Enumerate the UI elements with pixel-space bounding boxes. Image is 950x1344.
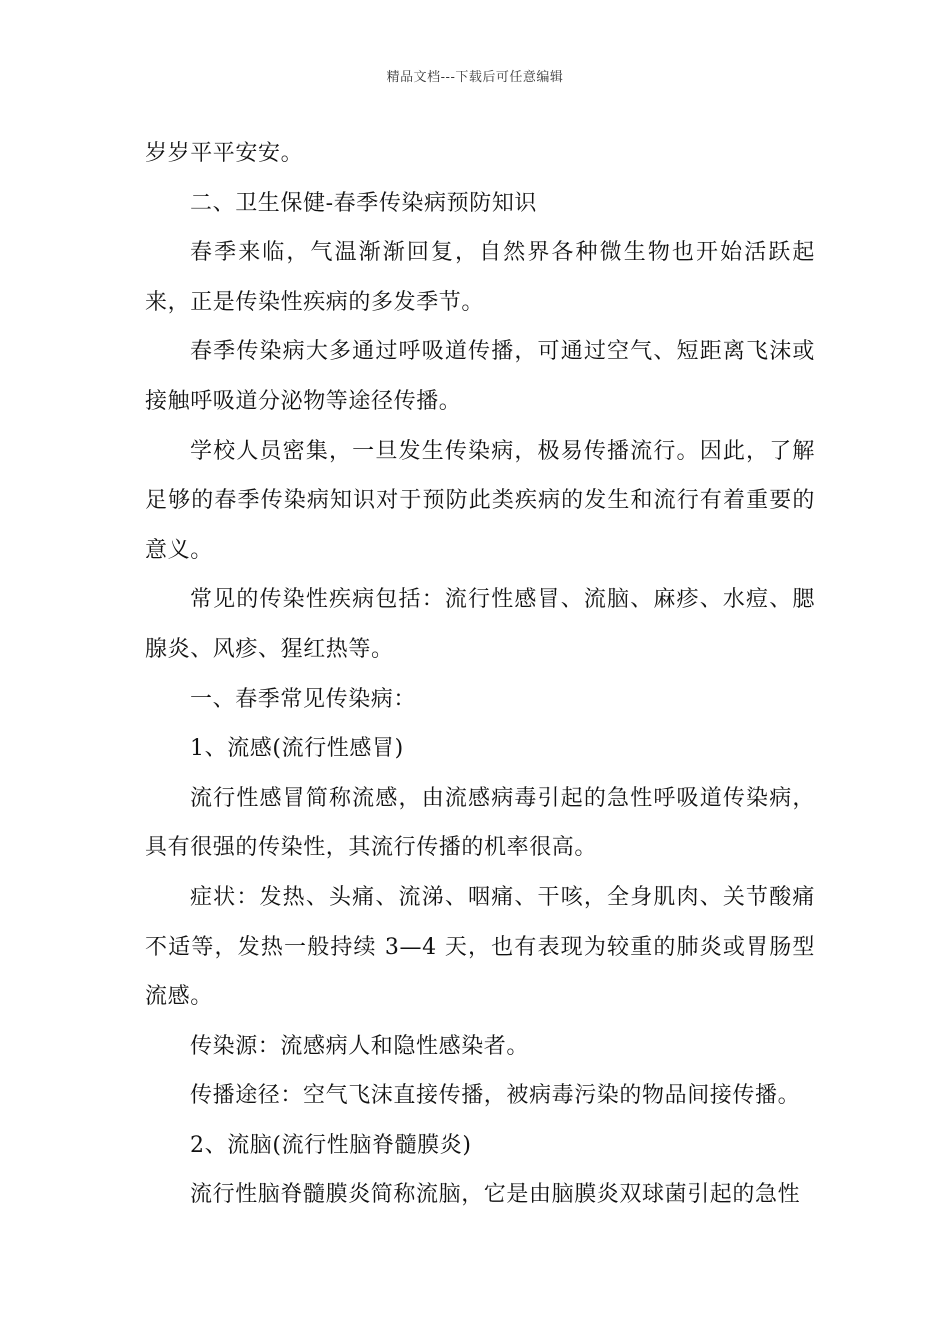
subheading-common-diseases: 一、春季常见传染病： bbox=[190, 686, 417, 712]
paragraph-meningitis-intro: 流行性脑脊髓膜炎简称流脑，它是由脑膜炎双球菌引起的急性 bbox=[190, 1182, 801, 1208]
paragraph-transmission: 春季传染病大多通过呼吸道传播，可通过空气、短距离飞沫或接触呼吸道分泌物等途径传播。 bbox=[145, 339, 815, 414]
paragraph-flu-source: 传染源：流感病人和隐性感染者。 bbox=[190, 1033, 530, 1059]
paragraph-flu-route: 传播途径：空气飞沫直接传播，被病毒污染的物品间接传播。 bbox=[190, 1083, 801, 1109]
paragraph-school: 学校人员密集，一旦发生传染病，极易传播流行。因此，了解足够的春季传染病知识对于预防此类疾病的发生和流行有着重要的意义。 bbox=[145, 438, 815, 563]
paragraph-flu-intro: 流行性感冒简称流感，由流感病毒引起的急性呼吸道传染病，具有很强的传染性，其流行传播的机率很高。 bbox=[145, 785, 815, 861]
paragraph-flu-symptoms: 症状：发热、头痛、流涕、咽痛、干咳，全身肌肉、关节酸痛不适等，发热一般持续 3—4 天，也有表现为较重的肺炎或胃肠型流感。 bbox=[145, 884, 815, 1010]
subheading-flu: 1、流感(流行性感冒) bbox=[190, 736, 404, 762]
paragraph-spring-arrival: 春季来临，气温渐渐回复，自然界各种微生物也开始活跃起来，正是传染性疾病的多发季节。 bbox=[145, 240, 815, 315]
paragraph-1: 岁岁平平安安。 bbox=[145, 141, 304, 166]
page-header: 精品文档---下载后可任意编辑 bbox=[386, 70, 564, 85]
subheading-meningitis: 2、流脑(流行性脑脊髓膜炎) bbox=[190, 1132, 472, 1158]
paragraph-common-diseases: 常见的传染性疾病包括：流行性感冒、流脑、麻疹、水痘、腮腺炎、风疹、猩红热等。 bbox=[145, 587, 815, 662]
document-body bbox=[145, 129, 815, 1220]
section-heading-hygiene: 二、卫生保健-春季传染病预防知识 bbox=[190, 190, 538, 216]
